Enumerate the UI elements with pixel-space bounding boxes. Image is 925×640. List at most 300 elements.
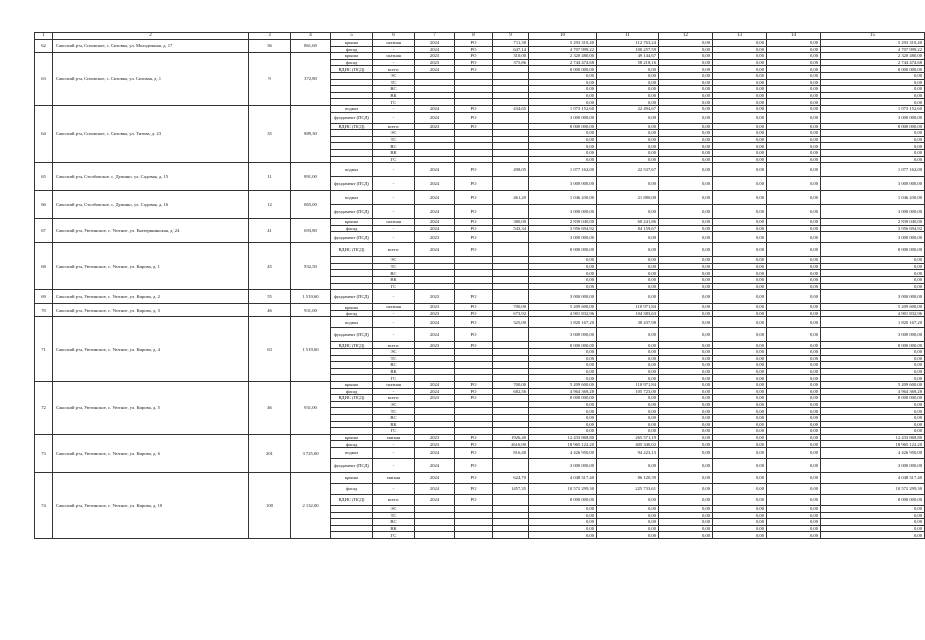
quantity: [493, 86, 529, 93]
col13-value: 0,00: [713, 92, 767, 99]
col14-value: 0,00: [767, 505, 821, 512]
fund-source: РО: [455, 123, 493, 130]
cost-total: 18 965 122,20: [529, 441, 597, 448]
material: ЭС: [373, 505, 415, 512]
cost-final: 0,00: [821, 136, 925, 143]
col13-value: 0,00: [713, 349, 767, 356]
quantity: [493, 375, 529, 382]
cost-total: 4 426 950,00: [529, 447, 597, 458]
col13-value: 0,00: [713, 46, 767, 53]
col12-value: 0,00: [659, 156, 713, 163]
material: всего:: [373, 342, 415, 349]
table-row: [35, 219, 925, 226]
cost-total: 0,00: [529, 368, 597, 375]
cost-total: 0,00: [529, 428, 597, 435]
work-type: [331, 92, 373, 99]
material: всего:: [373, 66, 415, 73]
col12-value: 0,00: [659, 149, 713, 156]
fund-source: [455, 512, 493, 519]
col13-value: 0,00: [713, 472, 767, 483]
work-type: подвал: [331, 191, 373, 205]
cost-total: 0,00: [529, 277, 597, 284]
fund-source: РО: [455, 205, 493, 219]
work-type: подвал: [331, 105, 373, 112]
col14-value: 0,00: [767, 483, 821, 494]
col13-value: 0,00: [713, 458, 767, 472]
col14-value: 0,00: [767, 441, 821, 448]
cost-final: 0,00: [821, 283, 925, 290]
house-area: 861,60: [291, 40, 331, 53]
year: 2024: [415, 328, 455, 342]
col14-value: 0,00: [767, 105, 821, 112]
cost-total: 0,00: [529, 408, 597, 415]
cost-total: 8 000 000,00: [529, 243, 597, 257]
work-type: [331, 428, 373, 435]
year: [415, 257, 455, 264]
cost-final: 3 000 000,00: [821, 205, 925, 219]
col14-value: 0,00: [767, 290, 821, 304]
table-row: [35, 243, 925, 257]
material: ГС: [373, 156, 415, 163]
quantity: [493, 92, 529, 99]
year: [415, 519, 455, 526]
fund-source: РО: [455, 66, 493, 73]
year: [415, 156, 455, 163]
quantity: [493, 290, 529, 304]
col14-value: 0,00: [767, 342, 821, 349]
cost-total: 12 433 868,80: [529, 434, 597, 441]
cost-total: 0,00: [529, 143, 597, 150]
col13-value: 0,00: [713, 512, 767, 519]
cost-per-unit: 0,00: [597, 328, 659, 342]
cost-per-unit: 0,00: [597, 136, 659, 143]
col12-value: 0,00: [659, 388, 713, 395]
material: -: [373, 205, 415, 219]
col13-value: 0,00: [713, 143, 767, 150]
work-type: [331, 86, 373, 93]
fund-source: РО: [455, 163, 493, 177]
fund-source: [455, 505, 493, 512]
house-address: Саксский р-н, Уютинское, с. Уютное, ул. Кирова, д. 10: [53, 472, 249, 538]
fund-source: РО: [455, 40, 493, 47]
col12-value: 0,00: [659, 447, 713, 458]
cost-per-unit: 0,00: [597, 283, 659, 290]
year: 2023: [415, 441, 455, 448]
cost-final: 2 320 480,00: [821, 53, 925, 60]
house-number: 64: [35, 105, 53, 162]
col14-value: 0,00: [767, 512, 821, 519]
quantity: [493, 421, 529, 428]
year: [415, 130, 455, 137]
quantity: [493, 525, 529, 532]
col14-value: 0,00: [767, 156, 821, 163]
cost-per-unit: 265 571,19: [597, 434, 659, 441]
cost-total: 0,00: [529, 505, 597, 512]
quantity: [493, 414, 529, 421]
fund-source: РО: [455, 59, 493, 66]
cost-final: 0,00: [821, 355, 925, 362]
cost-final: 2 744 474,68: [821, 59, 925, 66]
fund-source: [455, 362, 493, 369]
fund-source: РО: [455, 395, 493, 402]
cost-final: 8 000 000,00: [821, 395, 925, 402]
column-number: 6: [373, 33, 415, 40]
work-type: [331, 79, 373, 86]
work-type: подвал: [331, 317, 373, 328]
house-address: Саксский р-н, Уютинское, с. Уютное, ул. Кирова, д. 5: [53, 382, 249, 435]
col12-value: 0,00: [659, 421, 713, 428]
year: [415, 375, 455, 382]
house-number: 71: [35, 317, 53, 382]
col12-value: 0,00: [659, 79, 713, 86]
cost-final: 0,00: [821, 408, 925, 415]
quantity: [493, 512, 529, 519]
col12-value: 0,00: [659, 59, 713, 66]
col12-value: 0,00: [659, 525, 713, 532]
col13-value: 0,00: [713, 105, 767, 112]
work-type: [331, 525, 373, 532]
cost-final: 1 073 152,60: [821, 105, 925, 112]
cost-per-unit: 0,00: [597, 428, 659, 435]
table-row: [35, 382, 925, 389]
work-type: крыша: [331, 472, 373, 483]
work-type: [331, 512, 373, 519]
col13-value: 0,00: [713, 149, 767, 156]
year: 2024: [415, 177, 455, 191]
col13-value: 0,00: [713, 112, 767, 123]
cost-per-unit: 225 733,61: [597, 483, 659, 494]
fund-source: [455, 421, 493, 428]
col13-value: 0,00: [713, 283, 767, 290]
col13-value: 0,00: [713, 40, 767, 47]
year: 2024: [415, 494, 455, 505]
cost-per-unit: 0,00: [597, 66, 659, 73]
col14-value: 0,00: [767, 130, 821, 137]
col12-value: 0,00: [659, 270, 713, 277]
cost-final: 0,00: [821, 263, 925, 270]
col14-value: 0,00: [767, 382, 821, 389]
work-type: крыша: [331, 219, 373, 226]
col13-value: 0,00: [713, 505, 767, 512]
cost-final: 0,00: [821, 505, 925, 512]
table-row: [35, 434, 925, 441]
table-row: [35, 191, 925, 205]
cost-total: 2 320 480,00: [529, 53, 597, 60]
cost-per-unit: 110 971,84: [597, 382, 659, 389]
col13-value: 0,00: [713, 136, 767, 143]
house-col3-value: 100: [249, 472, 291, 538]
house-area: 372,80: [291, 53, 331, 106]
col13-value: 0,00: [713, 66, 767, 73]
work-type: [331, 375, 373, 382]
quantity: [493, 408, 529, 415]
column-number: 14: [767, 33, 821, 40]
year: 2023: [415, 434, 455, 441]
material: -: [373, 177, 415, 191]
col13-value: 0,00: [713, 72, 767, 79]
cost-per-unit: 0,00: [597, 368, 659, 375]
year: [415, 408, 455, 415]
fund-source: РО: [455, 232, 493, 243]
col13-value: 0,00: [713, 163, 767, 177]
quantity: [493, 143, 529, 150]
cost-final: 1 820 167,20: [821, 317, 925, 328]
quantity: [493, 355, 529, 362]
material: мягкая: [373, 434, 415, 441]
cost-total: 4 707 999,22: [529, 46, 597, 53]
col13-value: 0,00: [713, 290, 767, 304]
material: -: [373, 483, 415, 494]
cost-total: 1 077 162,00: [529, 163, 597, 177]
year: 2023: [415, 304, 455, 311]
work-type: фасад: [331, 225, 373, 232]
cost-per-unit: 0,00: [597, 349, 659, 356]
cost-total: 3 000 000,00: [529, 290, 597, 304]
house-number: 68: [35, 243, 53, 290]
cost-final: 0,00: [821, 79, 925, 86]
material: ВС: [373, 86, 415, 93]
house-number: 66: [35, 191, 53, 219]
year: 2023: [415, 59, 455, 66]
house-col3-value: 46: [249, 382, 291, 435]
house-area: 693,80: [291, 219, 331, 243]
house-number: 72: [35, 382, 53, 435]
col13-value: 0,00: [713, 99, 767, 106]
year: 2023: [415, 310, 455, 317]
house-col3-value: 45: [249, 243, 291, 290]
col13-value: 0,00: [713, 205, 767, 219]
material: всего:: [373, 243, 415, 257]
fund-source: [455, 368, 493, 375]
col13-value: 0,00: [713, 270, 767, 277]
col12-value: 0,00: [659, 40, 713, 47]
quantity: [493, 243, 529, 257]
year: [415, 505, 455, 512]
year: [415, 136, 455, 143]
work-type: фундамент (ПСД): [331, 112, 373, 123]
quantity: [493, 277, 529, 284]
fund-source: РО: [455, 328, 493, 342]
fund-source: [455, 86, 493, 93]
cost-per-unit: 0,00: [597, 156, 659, 163]
cost-final: 0,00: [821, 72, 925, 79]
cost-total: 0,00: [529, 375, 597, 382]
cost-final: 0,00: [821, 130, 925, 137]
quantity: [493, 368, 529, 375]
fund-source: [455, 143, 493, 150]
col12-value: 0,00: [659, 382, 713, 389]
col13-value: 0,00: [713, 86, 767, 93]
cost-final: 0,00: [821, 270, 925, 277]
quantity: [493, 428, 529, 435]
cost-final: 3 000 000,00: [821, 177, 925, 191]
cost-total: 0,00: [529, 257, 597, 264]
column-number: 9: [493, 33, 529, 40]
col14-value: 0,00: [767, 428, 821, 435]
col12-value: 0,00: [659, 46, 713, 53]
quantity: [493, 263, 529, 270]
year: [415, 86, 455, 93]
quantity: [493, 401, 529, 408]
quantity: [493, 519, 529, 526]
col12-value: 0,00: [659, 395, 713, 402]
material: ТС: [373, 79, 415, 86]
year: 2023: [415, 342, 455, 349]
work-type: ВДИС (ПСД): [331, 494, 373, 505]
column-number: 13: [713, 33, 767, 40]
cost-total: 0,00: [529, 362, 597, 369]
col13-value: 0,00: [713, 232, 767, 243]
cost-per-unit: 0,00: [597, 421, 659, 428]
column-number: 5: [331, 33, 373, 40]
cost-total: 1 046 430,00: [529, 191, 597, 205]
cost-total: 0,00: [529, 72, 597, 79]
col13-value: 0,00: [713, 310, 767, 317]
work-type: [331, 283, 373, 290]
material: мягкая: [373, 472, 415, 483]
material: ГС: [373, 532, 415, 539]
material: ТС: [373, 355, 415, 362]
col13-value: 0,00: [713, 191, 767, 205]
material: -: [373, 105, 415, 112]
col14-value: 0,00: [767, 72, 821, 79]
work-type: [331, 505, 373, 512]
cost-final: 18 965 122,20: [821, 441, 925, 448]
quantity: [493, 66, 529, 73]
work-type: крыша: [331, 434, 373, 441]
material: ЭС: [373, 257, 415, 264]
work-type: [331, 362, 373, 369]
house-address: Саксский р-н, Уютинское, с. Уютное, ул. Кирова, д. 4: [53, 317, 249, 382]
cost-total: 0,00: [529, 136, 597, 143]
material: -: [373, 112, 415, 123]
house-number: 74: [35, 472, 53, 538]
cost-total: 0,00: [529, 149, 597, 156]
cost-total: 0,00: [529, 79, 597, 86]
cost-total: 5 293 310,40: [529, 40, 597, 47]
col13-value: 0,00: [713, 368, 767, 375]
col14-value: 0,00: [767, 243, 821, 257]
quantity: [493, 72, 529, 79]
cost-per-unit: 405 340,02: [597, 441, 659, 448]
house-address: Саксский р-н, Уютинское, с. Уютное, ул. Кирова, д. 2: [53, 290, 249, 304]
year: [415, 349, 455, 356]
fund-source: РО: [455, 177, 493, 191]
work-type: фасад: [331, 59, 373, 66]
house-number: 73: [35, 434, 53, 472]
work-type: [331, 355, 373, 362]
col12-value: 0,00: [659, 505, 713, 512]
cost-final: 3 000 000,00: [821, 290, 925, 304]
column-number: 8: [455, 33, 493, 40]
year: 2024: [415, 46, 455, 53]
cost-per-unit: 0,00: [597, 270, 659, 277]
column-number: 10: [529, 33, 597, 40]
house-area: 1 519,60: [291, 290, 331, 304]
fund-source: [455, 136, 493, 143]
material: ВС: [373, 519, 415, 526]
house-address: Саксский р-н, Уютинское, с. Уютное, ул. Екатерининская, д. 24: [53, 219, 249, 243]
cost-per-unit: 0,00: [597, 243, 659, 257]
quantity: [493, 395, 529, 402]
work-type: подвал: [331, 163, 373, 177]
cost-per-unit: 0,00: [597, 112, 659, 123]
cost-final: 0,00: [821, 349, 925, 356]
table-row: [35, 105, 925, 112]
year: 2024: [415, 483, 455, 494]
cost-per-unit: 49 144,67: [597, 53, 659, 60]
year: 2024: [415, 458, 455, 472]
col12-value: 0,00: [659, 328, 713, 342]
work-type: [331, 277, 373, 284]
document-sheet: [34, 32, 922, 539]
house-area: 889,30: [291, 105, 331, 162]
house-address: Саксский р-н, Сизовское, с. Сизовка, ул. Молодежная, д. 17: [53, 40, 249, 53]
work-type: фасад: [331, 483, 373, 494]
cost-final: 4 707 999,22: [821, 46, 925, 53]
cost-final: 0,00: [821, 512, 925, 519]
house-area: 2 132,00: [291, 472, 331, 538]
cost-total: 3 000 000,00: [529, 328, 597, 342]
col14-value: 0,00: [767, 99, 821, 106]
work-type: [331, 421, 373, 428]
year: [415, 79, 455, 86]
material: -: [373, 441, 415, 448]
table-row: [35, 53, 925, 60]
material: ГС: [373, 428, 415, 435]
col12-value: 0,00: [659, 519, 713, 526]
col14-value: 0,00: [767, 163, 821, 177]
year: 2024: [415, 163, 455, 177]
col12-value: 0,00: [659, 349, 713, 356]
quantity: 700,00: [493, 382, 529, 389]
work-type: [331, 414, 373, 421]
work-type: [331, 99, 373, 106]
fund-source: [455, 257, 493, 264]
cost-total: 8 000 000,00: [529, 123, 597, 130]
year: [415, 428, 455, 435]
year: 2023: [415, 232, 455, 243]
col12-value: 0,00: [659, 163, 713, 177]
year: 2024: [415, 388, 455, 395]
quantity: 461,20: [493, 191, 529, 205]
cost-per-unit: 0,00: [597, 401, 659, 408]
work-type: [331, 136, 373, 143]
col14-value: 0,00: [767, 225, 821, 232]
col14-value: 0,00: [767, 304, 821, 311]
quantity: 816,40: [493, 447, 529, 458]
house-area: 865,00: [291, 191, 331, 219]
material: ВС: [373, 270, 415, 277]
cost-total: 3 956 694,92: [529, 225, 597, 232]
quantity: [493, 123, 529, 130]
col13-value: 0,00: [713, 123, 767, 130]
cost-final: 10 572 299,30: [821, 483, 925, 494]
col13-value: 0,00: [713, 342, 767, 349]
quantity: [493, 232, 529, 243]
col14-value: 0,00: [767, 53, 821, 60]
col13-value: 0,00: [713, 434, 767, 441]
fund-source: [455, 277, 493, 284]
year: 2024: [415, 205, 455, 219]
quantity: 498,05: [493, 163, 529, 177]
year: [415, 92, 455, 99]
material: -: [373, 310, 415, 317]
material: ВК: [373, 368, 415, 375]
cost-per-unit: 38 437,98: [597, 317, 659, 328]
house-address: Саксский р-н, Уютинское, с. Уютное, ул. Кирова, д. 1: [53, 243, 249, 290]
col13-value: 0,00: [713, 532, 767, 539]
